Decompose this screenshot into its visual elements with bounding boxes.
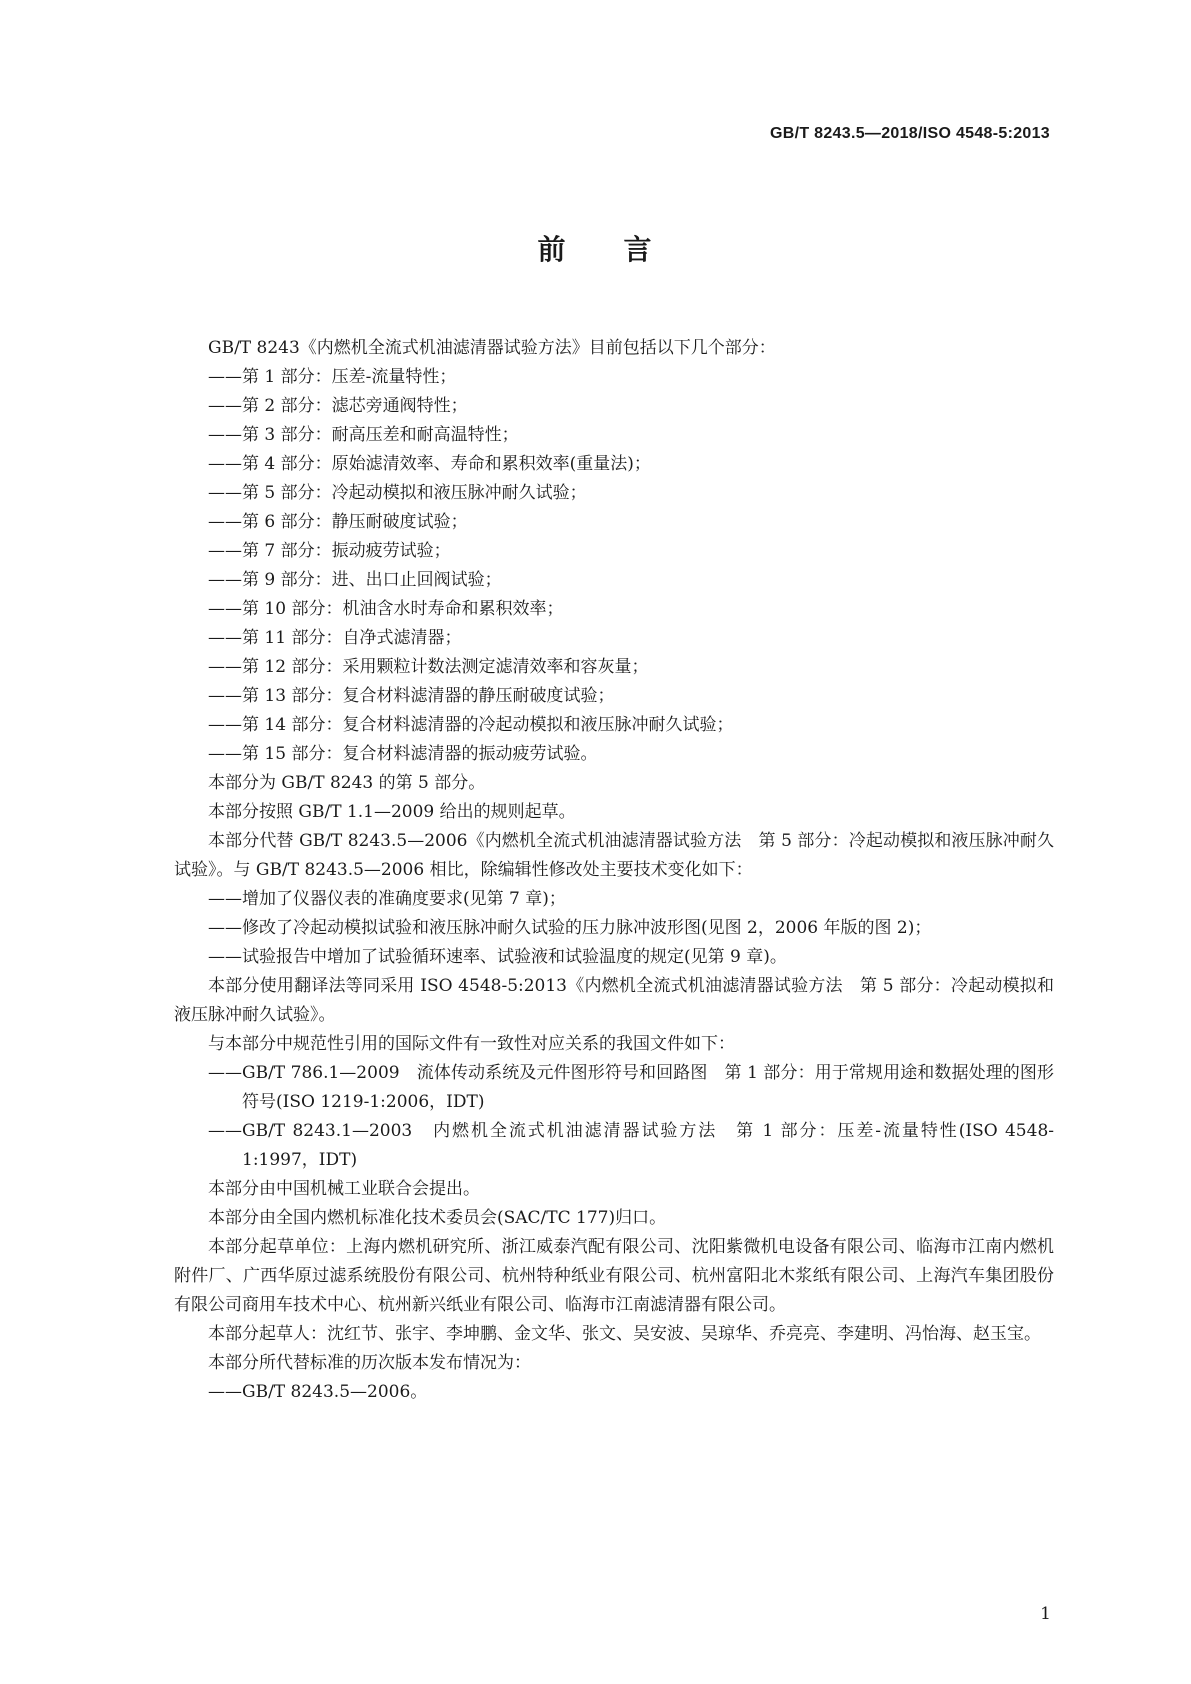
list-item: ——增加了仪器仪表的准确度要求(见第 7 章)； [208,889,566,909]
list-item: ——第 2 部分：滤芯旁通阀特性； [208,396,468,416]
this-part-paragraph: 本部分为 GB/T 8243 的第 5 部分。 [208,773,486,793]
list-item: ——第 14 部分：复合材料滤清器的冷起动模拟和液压脉冲耐久试验； [208,715,734,735]
intro-paragraph: GB/T 8243《内燃机全流式机油滤清器试验方法》目前包括以下几个部分： [208,338,776,358]
list-item: ——第 9 部分：进、出口止回阀试验； [208,570,502,590]
standard-code-header: GB/T 8243.5—2018/ISO 4548-5:2013 [770,125,1050,142]
list-item: ——第 15 部分：复合材料滤清器的振动疲劳试验。 [208,744,598,764]
list-item: ——GB/T 8243.1—2003 内燃机全流式机油滤清器试验方法 第 1 部分：压差-流量特性(ISO 4548-1:1997，IDT) [208,1121,1054,1170]
foreword-body [174,334,1054,1407]
list-item: ——第 4 部分：原始滤清效率、寿命和累积效率(重量法)； [208,454,651,474]
list-item: ——第 3 部分：耐高压差和耐高温特性； [208,425,519,445]
list-item: ——第 10 部分：机油含水时寿命和累积效率； [208,599,564,619]
page-title [0,228,1191,268]
list-item: ——第 12 部分：采用颗粒计数法测定滤清效率和容灰量； [208,657,649,677]
drafters-paragraph: 本部分起草人：沈红节、张宇、李坤鹏、金文华、张文、吴安波、吴琼华、乔亮亮、李建明、冯怡海、赵玉宝。 [208,1324,1041,1344]
parts-list [174,363,1054,769]
list-item: ——第 7 部分：振动疲劳试验； [208,541,451,561]
translation-paragraph: 本部分使用翻译法等同采用 ISO 4548-5:2013《内燃机全流式机油滤清器试验方法 第 5 部分：冷起动模拟和液压脉冲耐久试验》。 [174,976,1054,1025]
list-item: ——GB/T 8243.5—2006。 [208,1382,428,1402]
history-list [174,1378,1054,1407]
list-item: ——第 11 部分：自净式滤清器； [208,628,462,648]
list-item: ——GB/T 786.1—2009 流体传动系统及元件图形符号和回路图 第 1 部分：用于常规用途和数据处理的图形符号(ISO 1219-1:2006，IDT) [208,1063,1054,1112]
list-item: ——第 13 部分：复合材料滤清器的静压耐破度试验； [208,686,615,706]
title-char-1: 前 [537,233,568,266]
list-item: ——修改了冷起动模拟试验和液压脉冲耐久试验的压力脉冲波形图(见图 2，2006 年版的图 2)； [208,918,932,938]
title-char-2: 言 [623,233,654,266]
corresponding-docs-list [174,1059,1054,1175]
page-number: 1 [1040,1604,1051,1624]
history-intro-paragraph: 本部分所代替标准的历次版本发布情况为： [208,1353,531,1373]
list-item: ——第 6 部分：静压耐破度试验； [208,512,468,532]
changes-list [174,885,1054,972]
drafting-rules-paragraph: 本部分按照 GB/T 1.1—2009 给出的规则起草。 [208,802,576,822]
corresponding-intro-paragraph: 与本部分中规范性引用的国际文件有一致性对应关系的我国文件如下： [208,1034,735,1054]
managed-by-paragraph: 本部分由全国内燃机标准化技术委员会(SAC/TC 177)归口。 [208,1208,667,1228]
list-item: ——第 5 部分：冷起动模拟和液压脉冲耐久试验； [208,483,587,503]
proposed-by-paragraph: 本部分由中国机械工业联合会提出。 [208,1179,480,1199]
list-item: ——第 1 部分：压差-流量特性； [208,367,457,387]
drafting-units-paragraph: 本部分起草单位：上海内燃机研究所、浙江威泰汽配有限公司、沈阳紫微机电设备有限公司、临海市江南内燃机附件厂、广西华原过滤系统股份有限公司、杭州特种纸业有限公司、杭州富阳北木浆纸有限公司、上海汽车集团股份有限公司商用车技术中心、杭州新兴纸业有限公司、临海市江南滤清器有限公司。 [174,1237,1054,1315]
replaces-paragraph: 本部分代替 GB/T 8243.5—2006《内燃机全流式机油滤清器试验方法 第 5 部分：冷起动模拟和液压脉冲耐久试验》。与 GB/T 8243.5—2006 相比，除编辑性修改处主要技术变化如下： [174,831,1054,880]
list-item: ——试验报告中增加了试验循环速率、试验液和试验温度的规定(见第 9 章)。 [208,947,787,967]
